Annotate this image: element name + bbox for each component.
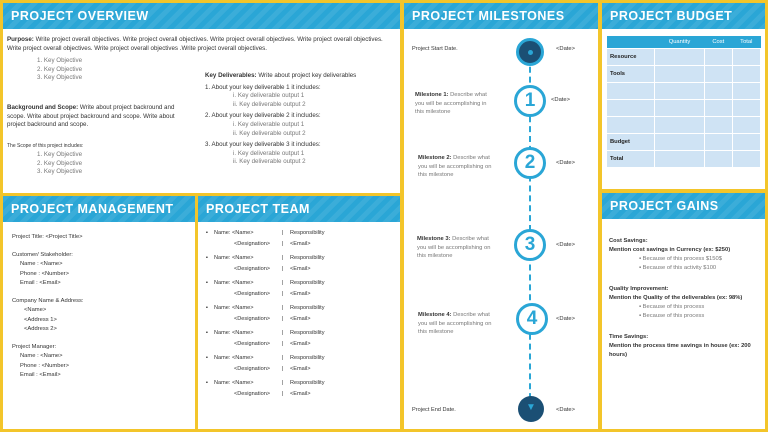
member-responsibility: Responsibility [290, 355, 325, 361]
member-name: Name: <Name> [214, 230, 254, 236]
gains-content [609, 237, 761, 360]
scope-item: 3. Key Objective [37, 168, 83, 176]
budget-cell[interactable] [732, 116, 760, 133]
budget-cell[interactable] [732, 82, 760, 99]
member-responsibility: Responsibility [290, 280, 325, 286]
milestone-1-marker: 1 [514, 85, 546, 117]
project-team-panel [198, 196, 400, 429]
deliverable-group [205, 84, 395, 110]
scope-list [37, 151, 82, 177]
budget-row-label [607, 116, 655, 133]
quality-text: Mention the Quality of the deliverables (ex: 98%) [609, 295, 743, 301]
project-management-panel [3, 196, 195, 429]
quality-item: ▪ Because of this process [639, 304, 705, 310]
deliverable-output: ii. Key deliverable output 2 [233, 100, 306, 108]
team-member: ▪ Name: <Name> | Responsibility <Designation> | <Email> [206, 378, 391, 400]
milestone-2-date: <Date> [556, 160, 576, 166]
deliverable-output: i. Key deliverable output 1 [233, 120, 305, 128]
arrow-down-icon: ▼ [526, 402, 536, 413]
budget-cell[interactable] [655, 150, 705, 167]
milestone-1-date: <Date> [551, 97, 571, 103]
overview-header: PROJECT OVERVIEW [3, 3, 400, 29]
budget-table [606, 36, 761, 168]
milestone-3-text [417, 235, 495, 261]
milestone-4-label: Milestone 4: [418, 312, 452, 318]
background-text: Write about project backround and scope. Write about project backround and scope. Write about project backround and scope. [7, 104, 175, 129]
time-savings-text: Mention the process time savings in house (ex: 200 hours) [609, 343, 751, 358]
customer-label: Customer/ Stakeholder: [12, 251, 73, 258]
end-date-label: Project End Date. [412, 407, 456, 413]
member-responsibility: Responsibility [290, 380, 325, 386]
time-savings-label: Time Savings: [609, 334, 649, 340]
budget-cell[interactable] [655, 65, 705, 82]
member-name: Name: <Name> [214, 305, 254, 311]
budget-row [607, 99, 761, 116]
budget-cell[interactable] [655, 82, 705, 99]
member-responsibility: Responsibility [290, 255, 325, 261]
budget-cell[interactable] [705, 116, 733, 133]
milestone-3-date: <Date> [556, 242, 576, 248]
deliverables-label: Key Deliverables: [205, 72, 257, 79]
member-email: <Email> [290, 241, 311, 247]
milestone-1-text [415, 91, 495, 117]
milestone-3-marker: 3 [514, 229, 546, 261]
budget-row [607, 65, 761, 82]
budget-cell[interactable] [732, 48, 760, 65]
team-member: ▪ Name: <Name> | Responsibility <Designation> | <Email> [206, 278, 391, 300]
team-member: ▪ Name: <Name> | Responsibility <Designation> | <Email> [206, 328, 391, 350]
member-name: Name: <Name> [214, 355, 254, 361]
milestone-1-label: Milestone 1: [415, 92, 449, 98]
deliverable-output: ii. Key deliverable output 2 [233, 129, 306, 137]
milestone-2-desc: Describe what you will be accomplishing on this milestone [418, 155, 492, 179]
budget-header: PROJECT BUDGET [602, 3, 765, 29]
team-member: ▪ Name: <Name> | Responsibility <Designation> | <Email> [206, 228, 391, 250]
milestone-1-desc: Describe what you will be accomplishing in this milestone [415, 92, 487, 116]
manager-name: Name : <Name> [20, 353, 63, 359]
budget-cell[interactable] [705, 99, 733, 116]
milestones-header: PROJECT MILESTONES [404, 3, 598, 29]
budget-header-row [607, 36, 761, 48]
budget-row [607, 48, 761, 65]
deliverable-output: i. Key deliverable output 1 [233, 92, 305, 100]
budget-cell[interactable] [705, 65, 733, 82]
member-responsibility: Responsibility [290, 305, 325, 311]
budget-cell[interactable] [705, 133, 733, 150]
deliverable-group [205, 141, 395, 167]
quality-label: Quality Improvement: [609, 286, 669, 292]
company-label: Company Name & Address: [12, 297, 84, 304]
milestone-4-desc: Describe what you will be accomplishing on this milestone [418, 312, 492, 336]
budget-cell[interactable] [655, 99, 705, 116]
member-responsibility: Responsibility [290, 230, 325, 236]
end-date-value: <Date> [556, 407, 576, 413]
budget-cell[interactable] [732, 133, 760, 150]
budget-cell[interactable] [655, 133, 705, 150]
deliverable-output: i. Key deliverable output 1 [233, 149, 305, 157]
deliverable-head: 3. About your key deliverable 3 it includes: [205, 141, 321, 149]
cost-savings-item: ▪ Because of this process $150$ [639, 256, 722, 262]
member-responsibility: Responsibility [290, 330, 325, 336]
project-overview-panel [3, 3, 400, 193]
member-designation: <Designation> [234, 391, 271, 397]
scope-item: 1. Key Objective [37, 151, 83, 158]
purpose-label: Purpose: [7, 36, 34, 43]
member-email: <Email> [290, 266, 311, 272]
member-name: Name: <Name> [214, 380, 254, 386]
manager-email: Email : <Email> [20, 372, 61, 378]
budget-row [607, 82, 761, 99]
team-member: ▪ Name: <Name> | Responsibility <Designation> | <Email> [206, 303, 391, 325]
customer-phone: Phone : <Number> [20, 270, 69, 277]
cost-savings-text: Mention cost savings in Currency (ex: $250) [609, 247, 731, 253]
budget-cell[interactable] [655, 116, 705, 133]
cost-savings-item: ▪ Because of this activity $100 [639, 265, 717, 271]
budget-row-label: Total [607, 150, 655, 167]
deliverables-text: Write about project key deliverables [258, 72, 357, 79]
member-designation: <Designation> [234, 316, 271, 322]
member-designation: <Designation> [234, 241, 271, 247]
member-designation: <Designation> [234, 266, 271, 272]
manager-phone: Phone : <Number> [20, 362, 69, 369]
budget-cell[interactable] [705, 82, 733, 99]
project-title-field: Project Title: <Project Title> [12, 234, 83, 240]
gains-header: PROJECT GAINS [602, 193, 765, 219]
objective-item: 3. Key Objective [37, 74, 83, 82]
company-address-1: <Address 1> [24, 316, 57, 323]
budget-cell[interactable] [732, 150, 760, 167]
company-address-2: <Address 2> [24, 326, 57, 332]
project-gains-panel [602, 193, 765, 429]
project-milestones-panel [404, 3, 598, 429]
budget-cell[interactable] [732, 99, 760, 116]
start-date-label: Project Start Date. [412, 46, 458, 52]
management-header: PROJECT MANAGEMENT [3, 196, 195, 222]
budget-row-label: Budget [607, 133, 655, 150]
customer-email: Email : <Email> [20, 280, 61, 286]
team-header: PROJECT TEAM [198, 196, 400, 222]
milestone-4-marker: 4 [516, 303, 548, 335]
member-email: <Email> [290, 291, 311, 297]
cost-savings-label: Cost Savings: [609, 238, 648, 244]
member-name: Name: <Name> [214, 255, 254, 261]
budget-row-label: Tools [607, 65, 655, 82]
objective-item: 2. Key Objective [37, 65, 83, 73]
purpose-text: Write project overall objectives. Write project overall objectives. Write project overall objectives. Write project overall objectives. Write project overall objectives. Write project overall objectives .Write project overall objectives. [7, 36, 383, 52]
budget-cell[interactable] [655, 48, 705, 65]
team-member: ▪ Name: <Name> | Responsibility <Designation> | <Email> [206, 353, 391, 375]
budget-row [607, 150, 761, 167]
milestone-3-desc: Describe what you will be accomplishing on this milestone [417, 236, 491, 260]
budget-row-label [607, 99, 655, 116]
milestone-2-marker: 2 [514, 147, 546, 179]
member-email: <Email> [290, 366, 311, 372]
start-date-value: <Date> [556, 46, 576, 52]
deliverable-output: ii. Key deliverable output 2 [233, 158, 306, 166]
budget-cell[interactable] [732, 65, 760, 82]
scope-item: 2. Key Objective [37, 159, 83, 167]
start-marker [516, 38, 544, 66]
milestone-2-label: Milestone 2: [418, 155, 452, 161]
background-label: Background and Scope: [7, 104, 79, 111]
member-name: Name: <Name> [214, 330, 254, 336]
deliverable-group [205, 112, 395, 138]
customer-name: Name : <Name> [20, 261, 63, 267]
member-email: <Email> [290, 316, 311, 322]
member-designation: <Designation> [234, 366, 271, 372]
company-name: <Name> [24, 307, 47, 313]
deliverable-head: 1. About your key deliverable 1 it includes: [205, 83, 321, 91]
objective-item: 1. Key Objective [37, 57, 83, 64]
member-name: Name: <Name> [214, 280, 254, 286]
deliverable-head: 2. About your key deliverable 2 it includes: [205, 112, 321, 120]
budget-col-header: Total [732, 36, 760, 48]
team-member: ▪ Name: <Name> | Responsibility <Designation> | <Email> [206, 253, 391, 275]
budget-col-header [607, 36, 655, 48]
budget-row-label: Resource [607, 48, 655, 65]
member-designation: <Designation> [234, 341, 271, 347]
budget-row-label [607, 82, 655, 99]
budget-col-header: Quantity [655, 36, 705, 48]
budget-row [607, 116, 761, 133]
end-marker [518, 396, 544, 422]
budget-cell[interactable] [705, 48, 733, 65]
member-email: <Email> [290, 341, 311, 347]
manager-label: Project Manager: [12, 343, 57, 350]
quality-item: ▪ Because of this process [639, 313, 705, 319]
milestone-4-text [418, 311, 496, 337]
member-designation: <Designation> [234, 291, 271, 297]
budget-row [607, 133, 761, 150]
milestone-2-text [418, 154, 496, 180]
milestone-4-date: <Date> [556, 316, 576, 322]
scope-label: The Scope of this project includes: [7, 143, 84, 149]
purpose-block [7, 36, 392, 53]
deliverables-block [205, 72, 395, 167]
member-email: <Email> [290, 391, 311, 397]
budget-col-header: Cost [705, 36, 733, 48]
objectives-list [37, 57, 82, 83]
project-budget-panel [602, 3, 765, 189]
management-details [12, 233, 84, 381]
milestone-3-label: Milestone 3: [417, 236, 451, 242]
budget-cell[interactable] [705, 150, 733, 167]
background-block [7, 104, 192, 130]
